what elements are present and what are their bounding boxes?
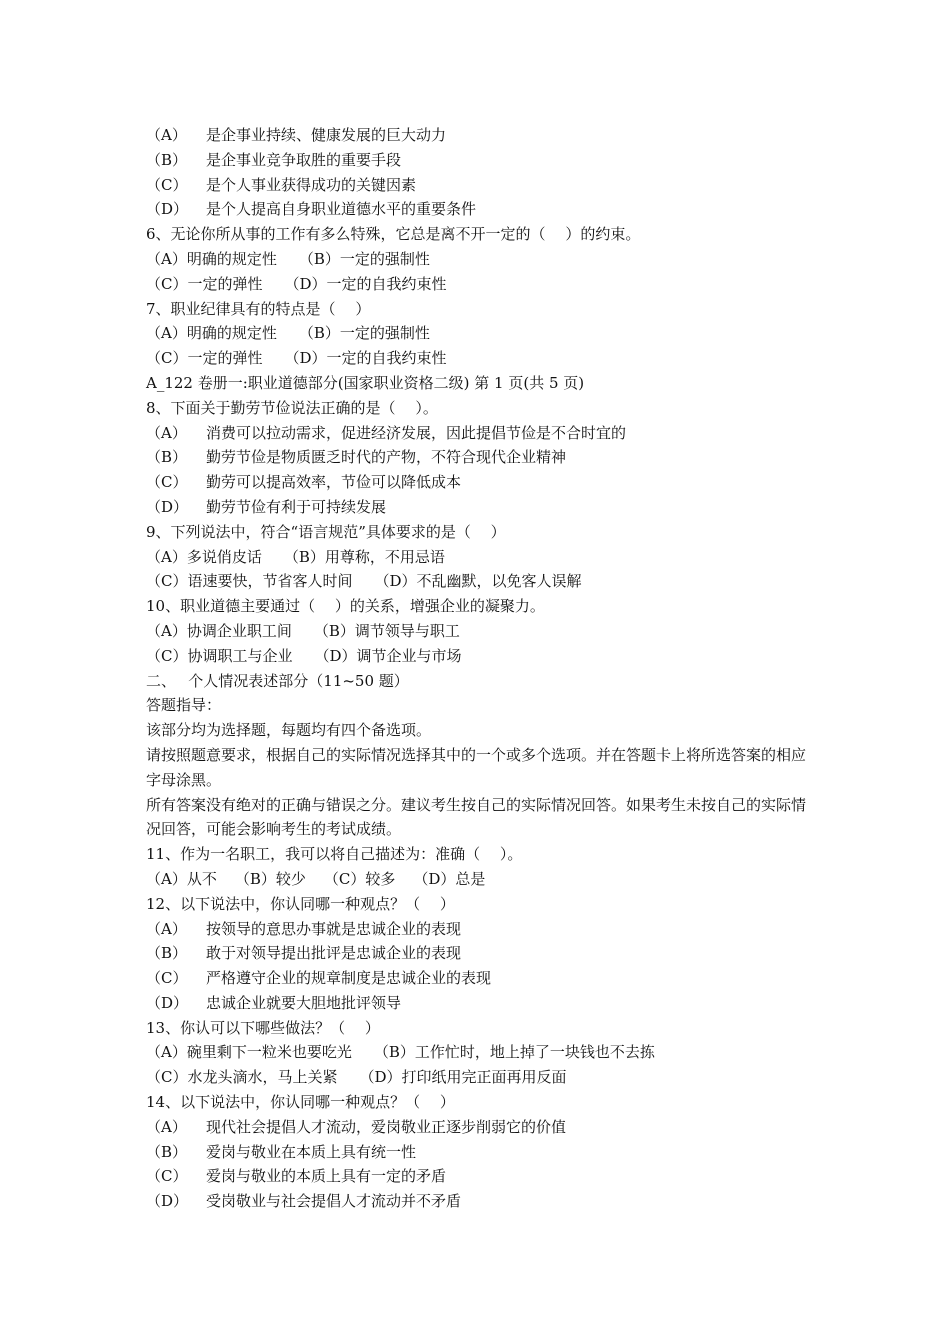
- section-heading: 二、 个人情况表述部分（11~50 题）: [146, 671, 409, 690]
- question-12: 12、以下说法中，你认同哪一种观点？（ ）: [146, 894, 455, 913]
- question-14: 14、以下说法中，你认同哪一种观点？（ ）: [146, 1093, 455, 1112]
- option-b: （B）一定的强制性: [298, 249, 430, 268]
- option-a: （A）明确的规定性: [146, 324, 277, 343]
- option-d: （D） 是个人提高自身职业道德水平的重要条件: [146, 200, 477, 219]
- option-c: （C）一定的弹性: [146, 274, 263, 293]
- option-a: （A） 是企事业持续、健康发展的巨大动力: [146, 126, 447, 144]
- question-6-options-row-2: [146, 272, 814, 297]
- option-c: （C） 勤劳可以提高效率，节俭可以降低成本: [146, 473, 462, 492]
- question-9-options-row-2: [146, 569, 814, 594]
- page-content: [146, 123, 814, 1214]
- question-9: 9、下列说法中，符合“语言规范”具体要求的是（ ）: [146, 522, 506, 541]
- question-7: 7、职业纪律具有的特点是（ ）: [146, 299, 371, 318]
- guide-paragraph: 该部分均为选择题，每题均有四个备选项。: [146, 721, 432, 740]
- guide-paragraph: 所有答案没有绝对的正确与错误之分。建议考生按自己的实际情况回答。如果考生未按自己的实际情况回答，可能会影响考生的考试成绩。: [146, 795, 807, 839]
- option-b: （B） 是企事业竞争取胜的重要手段: [146, 150, 402, 169]
- option-d: （D）调节企业与市场: [314, 646, 462, 665]
- question-10-options-row-1: [146, 619, 814, 644]
- option-c: （C）较多: [323, 869, 396, 888]
- option-b: （B）调节领导与职工: [313, 621, 460, 640]
- option-c: （C） 是个人事业获得成功的关键因素: [146, 175, 417, 194]
- page-footer-note: A_122 卷册一:职业道德部分(国家职业资格二级) 第 1 页(共 5 页): [146, 373, 585, 392]
- question-8: 8、下面关于勤劳节俭说法正确的是（ ）。: [146, 398, 438, 417]
- question-11-options: [146, 867, 814, 892]
- option-c: （C） 严格遵守企业的规章制度是忠诚企业的表现: [146, 969, 492, 988]
- option-b: （B） 敢于对领导提出批评是忠诚企业的表现: [146, 944, 462, 963]
- question-6: 6、无论你所从事的工作有多么特殊，它总是离不开一定的（ ）的约束。: [146, 225, 641, 244]
- option-b: （B）较少: [234, 869, 306, 888]
- option-d: （D）一定的自我约束性: [284, 349, 447, 368]
- option-d: （D）一定的自我约束性: [284, 274, 447, 293]
- question-10: 10、职业道德主要通过（ ）的关系，增强企业的凝聚力。: [146, 597, 545, 616]
- option-a: （A） 现代社会提倡人才流动，爱岗敬业正逐步削弱它的价值: [146, 1117, 567, 1136]
- question-7-options-row-2: [146, 346, 814, 371]
- option-a: （A）多说俏皮话: [146, 547, 262, 566]
- option-c: （C）一定的弹性: [146, 349, 263, 368]
- option-d: （D）总是: [413, 869, 486, 888]
- question-7-options-row-1: [146, 321, 814, 346]
- option-d: （D） 忠诚企业就要大胆地批评领导: [146, 993, 402, 1012]
- option-d: （D） 受岗敬业与社会提倡人才流动并不矛盾: [146, 1192, 462, 1211]
- option-a: （A）碗里剩下一粒米也要吃光: [146, 1043, 352, 1062]
- option-a: （A） 按领导的意思办事就是忠诚企业的表现: [146, 919, 462, 938]
- option-d: （D） 勤劳节俭有利于可持续发展: [146, 497, 387, 516]
- option-d: （D）不乱幽默，以免客人误解: [374, 572, 582, 591]
- guide-title: 答题指导：: [146, 696, 222, 715]
- option-b: （B）工作忙时，地上掉了一块钱也不去拣: [373, 1043, 655, 1062]
- question-13-options-row-2: [146, 1065, 814, 1090]
- option-b: （B） 勤劳节俭是物质匮乏时代的产物，不符合现代企业精神: [146, 448, 567, 467]
- question-13-options-row-1: [146, 1040, 814, 1065]
- question-11: 11、作为一名职工，我可以将自己描述为：准确（ ）。: [146, 845, 523, 864]
- option-b: （B）一定的强制性: [298, 324, 430, 343]
- option-a: （A）明确的规定性: [146, 249, 277, 268]
- option-c: （C）水龙头滴水，马上关紧: [146, 1068, 338, 1087]
- question-9-options-row-1: [146, 545, 814, 570]
- option-d: （D）打印纸用完正面再用反面: [359, 1068, 567, 1087]
- option-b: （B） 爱岗与敬业在本质上具有统一性: [146, 1142, 417, 1161]
- option-c: （C） 爱岗与敬业的本质上具有一定的矛盾: [146, 1167, 447, 1186]
- option-a: （A） 消费可以拉动需求，促进经济发展，因此提倡节俭是不合时宜的: [146, 423, 627, 442]
- question-6-options-row-1: [146, 247, 814, 272]
- question-13: 13、你认可以下哪些做法？（ ）: [146, 1018, 380, 1037]
- option-a: （A）协调企业职工间: [146, 621, 292, 640]
- guide-paragraph: 请按照题意要求，根据自己的实际情况选择其中的一个或多个选项。并在答题卡上将所选答案的相应字母涂黑。: [146, 745, 807, 789]
- option-c: （C）协调职工与企业: [146, 646, 293, 665]
- option-a: （A）从不: [146, 869, 217, 888]
- option-c: （C）语速要快，节省客人时间: [146, 572, 353, 591]
- option-b: （B）用尊称，不用忌语: [283, 547, 445, 566]
- question-10-options-row-2: [146, 644, 814, 669]
